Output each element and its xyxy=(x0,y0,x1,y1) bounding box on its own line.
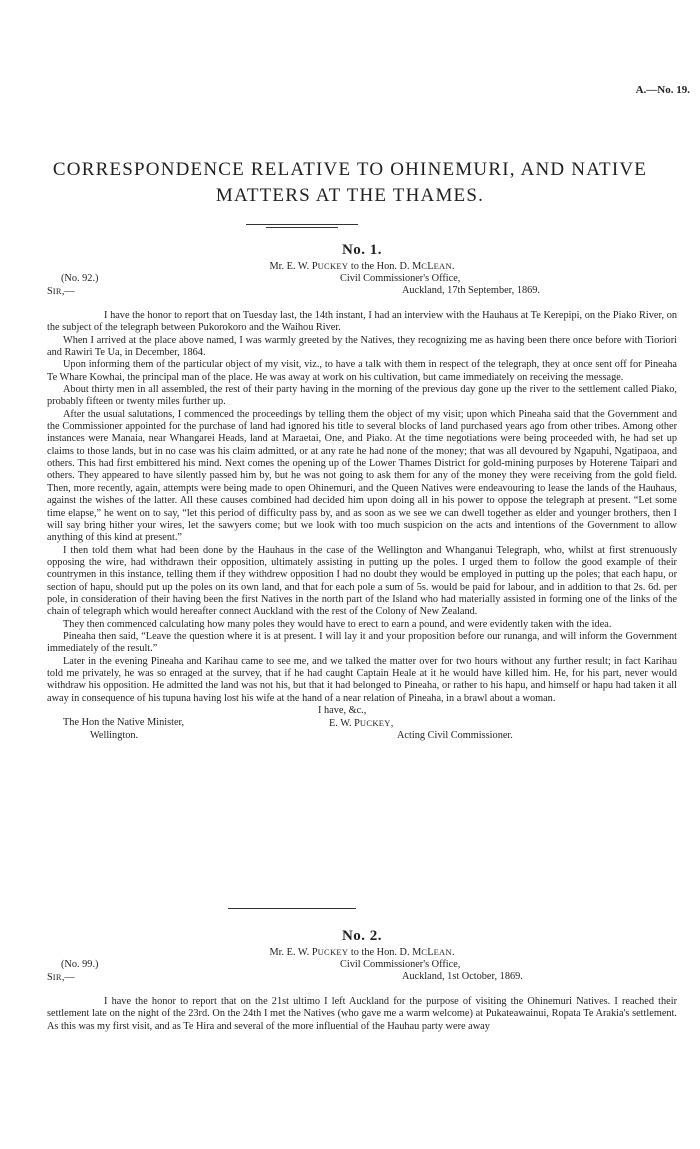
letter-paragraph: Pineaha then said, “Leave the question where it is at present. I will lay it and your proposition before our runanga, and will inform the Government immediately of the result.” xyxy=(47,630,677,655)
closing-phrase: I have, &c., xyxy=(318,705,367,716)
letter-salutation: SIR,— xyxy=(47,972,75,983)
letter-paragraph: After the usual salutations, I commenced the proceedings by telling them the object of my visit; upon which Pineaha said that the Government and the Commissioner appointed for the purchase of land had ignored his title to several blocks of land purchased years ago from other tribes. Among other instances were Manaia, near Whangarei Heads, land at Maraetai, One, and Piako. At the time negotiations were being proceeded with, he had set up claims to those lands, but in no case was his claim admitted, or at any rate he had none of the money; that was all devoured by Ngapuhi, Ngatipaoa, and others. This had first embittered his mind. Next comes the opening up of the Lower Thames District for gold-mining purposes by Hoterene Taipari and others. They appeared to have silently passed him by, but he was not going to ask them for any of the money they were receiving from the gold field. Then, more recently, again, attempts were being made to open Ohinemuri, and the Queen Natives were endeavouring to lease the lands of the Hauhaus, against the wishes of the latter. All these causes combined had decided him upon doing all in his power to oppose the telegraph at present. “Let some time elapse,” he went on to say, “let this period of difficulty pass by, and as soon as we see we can dwell together as elder and younger brothers, then I will say bring hither your wires, let the sawyers come; but we look with too much suspicion on the acts and intentions of the Government to allow anything of this kind at present.” xyxy=(47,408,677,544)
title-rule xyxy=(246,224,358,225)
title-line-2: MATTERS AT THE THAMES. xyxy=(215,185,485,206)
letter-paragraph: Later in the evening Pineaha and Karihau came to see me, and we talked the matter over for two hours without any further result; in fact Karihau told me privately, he was so enraged at the survey, that if he had caught Captain Heale at it he would have killed him. He, for his part, never would withdraw his opposition. He admitted the land was not his, but that it had belonged to Pineaha, or rather to his hapu, and himself or hapu had taken it all away in consequence of his tupuna having lost his wife at the hand of a near relation of Pineaha, in a brawl about a woman. xyxy=(47,655,677,704)
addressee: The Hon the Native Minister, xyxy=(63,717,185,728)
letter-date: Auckland, 17th September, 1869. xyxy=(402,285,540,296)
page-reference: A.—No. 19. xyxy=(635,84,690,96)
letter-paragraph: I have the honor to report that on Tuesday last, the 14th instant, I had an interview with the Hauhaus at Te Kerepipi, on the Piako River, on the subject of the telegraph between Pukorokoro and the Waihou River. xyxy=(47,310,677,334)
letter-number: No. 2. xyxy=(341,928,383,944)
letter-office: Civil Commissioner's Office, xyxy=(340,273,461,284)
letter-from-to: Mr. E. W. PUCKEY to the Hon. D. MCLEAN. xyxy=(269,261,455,272)
letter-2 xyxy=(47,926,677,1033)
letter-paragraph: They then commenced calculating how many poles they would have to erect to earn a pound, and were evidently taken with the idea. xyxy=(63,618,612,630)
letter-reference: (No. 99.) xyxy=(61,959,99,970)
document-title xyxy=(0,157,700,209)
letter-header xyxy=(47,959,677,996)
signatory-title: Acting Civil Commissioner. xyxy=(397,730,513,741)
letter-date: Auckland, 1st October, 1869. xyxy=(402,971,523,982)
letter-paragraph: When I arrived at the place above named, I was warmly greeted by the Natives, they recognizing me as having been there once before with Tioriori and Rawiri Te Ua, in December, 1864. xyxy=(47,334,677,359)
letter-from-to: Mr. E. W. PUCKEY to the Hon. D. MCLEAN. xyxy=(269,947,455,958)
section-rule xyxy=(228,908,356,909)
letter-number: No. 1. xyxy=(341,242,383,258)
letter-office: Civil Commissioner's Office, xyxy=(340,959,461,970)
title-line-1: CORRESPONDENCE RELATIVE TO OHINEMURI, AND NATIVE xyxy=(52,159,648,180)
addressee-place: Wellington. xyxy=(90,730,139,741)
letter-paragraph: I then told them what had been done by the Hauhaus in the case of the Wellington and Whanganui Telegraph, who, whilst at first strenuously opposing the wire, had withdrawn their opposition, ultimately assisting in putting up the poles. I urged them to follow the good example of their countrymen in this instance, telling them if they withdrew opposition I had no doubt they would be employed in putting up the poles; that each hapu, or section of hapu, should put up the poles on its own land, and that for each pole a sum of 5s. would be paid for labour, and in addition to that 2s. 6d. per pole, in consideration of their having been the first Natives in the north part of the Island who had materially assisted in forming one of the links of the chain of telegraph which would hereafter connect Auckland with the rest of the Colony of New Zealand. xyxy=(47,544,677,618)
letter-header xyxy=(47,273,677,310)
letter-paragraph: I have the honor to report that on the 21st ultimo I left Auckland for the purpose of visiting the Ohinemuri Natives. I reached their settlement late on the night of the 23rd. On the 24th I met the Natives (who gave me a warm welcome) at Pukateawainui, Ropata Te Arakia's settlement. As this was my first visit, and as Te Hira and several of the more influential of the Hauhau party were away xyxy=(47,996,677,1032)
letter-1 xyxy=(47,240,677,743)
title-rule-short xyxy=(266,227,338,228)
letter-closing xyxy=(47,705,677,743)
letter-reference: (No. 92.) xyxy=(61,273,99,284)
letter-paragraph: About thirty men in all assembled, the rest of their party having in the morning of the previous day gone up the river to the settlement called Piako, probably fifteen or twenty miles further up. xyxy=(47,384,677,408)
letter-salutation: SIR,— xyxy=(47,286,75,297)
letter-paragraph: Upon informing them of the particular object of my visit, viz., to have a talk with them in respect of the telegraph, they at once sent off for Pineaha Te Whare Kowhai, the principal man of the place. He was away at work on his cultivation, but came immediately on receiving the message. xyxy=(47,359,677,383)
signature: E. W. PUCKEY, xyxy=(329,718,394,729)
